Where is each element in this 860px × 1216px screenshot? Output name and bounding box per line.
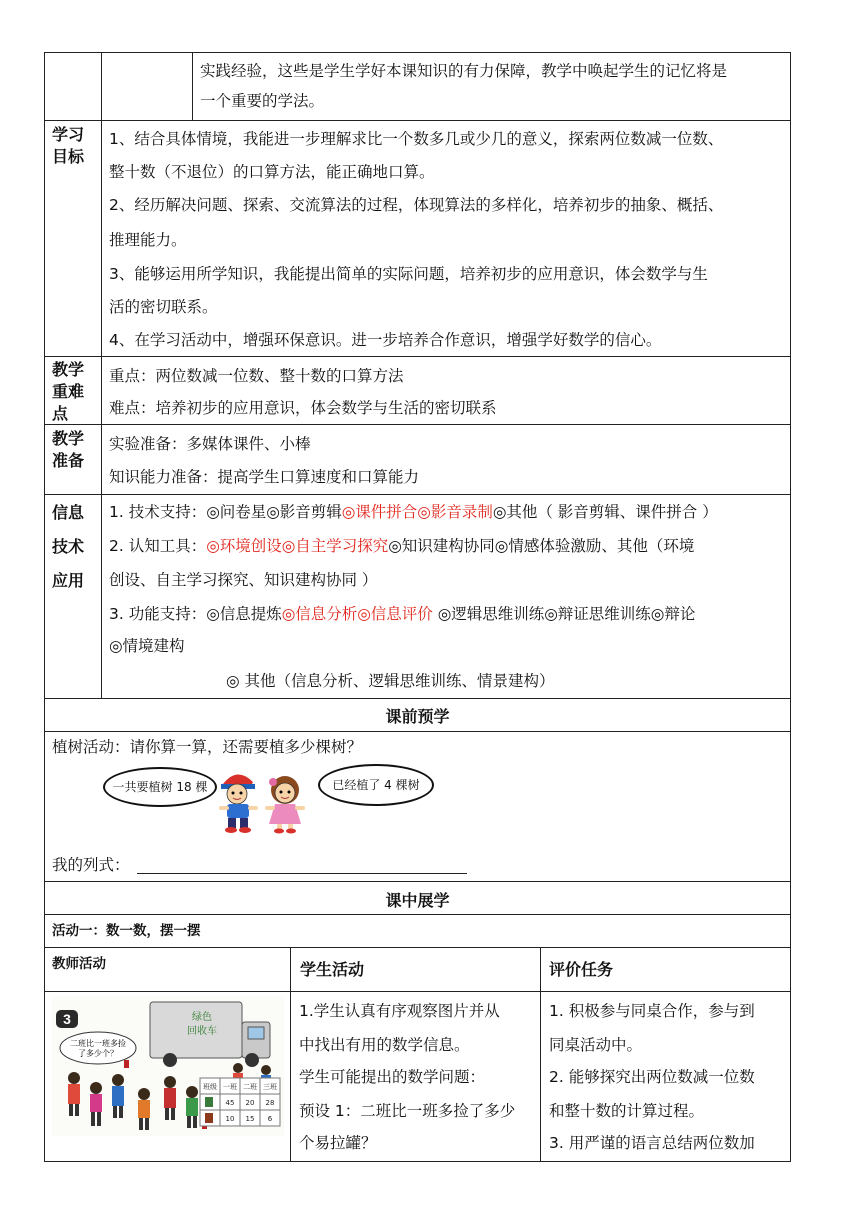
tech-support-text: 1. 技术支持：◎问卷星◎影音剪辑 — [109, 503, 342, 521]
bubble-right-text: 已经植了 4 棵树 — [332, 778, 420, 792]
picture-table-cell: 10 — [225, 1115, 235, 1123]
speech-bubble-right — [318, 764, 434, 806]
preview-prompt: 植树活动：请你算一算，还需要植多少棵树？ — [52, 738, 363, 756]
infotech-label-2: 技术 — [52, 537, 85, 556]
infotech-label-3: 应用 — [52, 571, 85, 590]
goal-line: 4、在学习活动中，增强环保意识。进一步培养合作意识，增强学好数学的信心。 — [109, 331, 662, 349]
eval-line: 和整十数的计算过程。 — [549, 1102, 705, 1120]
tech-support-highlight: ◎课件拼合◎影音录制 — [341, 503, 493, 521]
function-support-cont: ◎情境建构 — [109, 637, 185, 655]
picture-table-head: 一班 — [223, 1083, 237, 1091]
truck-label-2: 回收车 — [187, 1026, 217, 1037]
cognitive-tools-line — [109, 531, 694, 561]
tech-support-other: ◎其他（ 影音剪辑、课件拼合 ） — [492, 503, 718, 521]
picture-speech-1: 二班比一班多捡 — [70, 1039, 126, 1048]
cognitive-tools-cont: 创设、自主学习探究、知识建构协同 ） — [109, 571, 378, 589]
col-eval-header: 评价任务 — [549, 960, 614, 979]
picture-table-head: 班级 — [203, 1083, 217, 1091]
inclass-header: 课中展学 — [385, 891, 450, 910]
cognitive-tools-text: 2. 认知工具： — [109, 537, 207, 555]
eval-line: 1. 积极参与同桌合作，参与到 — [549, 1002, 755, 1020]
function-support-highlight: ◎信息分析◎信息评价 — [281, 605, 433, 623]
function-other: ◎ 其他（信息分析、逻辑思维训练、情景建构） — [226, 672, 555, 690]
cognitive-tools-highlight: ◎环境创设◎自主学习探究 — [206, 537, 389, 555]
goal-line: 2、经历解决问题、探索、交流算法的过程，体现算法的多样化，培养初步的抽象、概括、 — [109, 196, 724, 214]
activity-title: 活动一：数一数，摆一摆 — [52, 923, 201, 939]
prep-experiment: 实验准备：多媒体课件、小棒 — [109, 435, 311, 453]
function-support-other: ◎逻辑思维训练◎辩证思维训练◎辩论 — [432, 605, 696, 623]
picture-table-cell: 28 — [265, 1099, 275, 1107]
picture-table-cell: 20 — [245, 1099, 255, 1107]
col-teacher-header: 教师活动 — [52, 956, 106, 972]
student-line: 预设 1：二班比一班多捡了多少 — [299, 1102, 516, 1120]
infotech-label-1: 信息 — [52, 503, 85, 522]
student-line: 中找出有用的数学信息。 — [299, 1036, 470, 1054]
goal-line: 3、能够运用所学知识，我能提出简单的实际问题，培养初步的应用意识，体会数学与生 — [109, 265, 708, 283]
picture-table-cell: 15 — [245, 1115, 255, 1123]
col-student-header: 学生活动 — [300, 960, 365, 979]
difficulty-label-1: 教学 — [52, 360, 85, 379]
difficulty-label-3: 点 — [52, 404, 69, 423]
picture-badge: 3 — [63, 1011, 71, 1027]
cognitive-tools-other: ◎知识建构协同◎情感体验激励、其他（环境 — [388, 537, 695, 555]
prep-knowledge: 知识能力准备：提高学生口算速度和口算能力 — [109, 468, 420, 486]
recycling-scene-image — [52, 996, 284, 1136]
preview-header: 课前预学 — [385, 707, 450, 726]
student-line: 1.学生认真有序观察图片并从 — [299, 1002, 500, 1020]
difficulty-label-2: 重难 — [52, 382, 85, 401]
goals-label-1: 学习 — [52, 125, 85, 144]
student-line: 学生可能提出的数学问题： — [299, 1068, 486, 1086]
student-line: 个易拉罐？ — [299, 1134, 377, 1152]
prep-label-1: 教学 — [52, 429, 85, 448]
eval-line: 2. 能够探究出两位数减一位数 — [549, 1068, 755, 1086]
top-row-line1: 实践经验，这些是学生学好本课知识的有力保障，教学中唤起学生的记忆将是 — [200, 62, 728, 80]
goals-label-2: 目标 — [52, 147, 85, 166]
goal-line: 活的密切联系。 — [109, 298, 218, 316]
goal-line: 整十数（不退位）的口算方法，能正确地口算。 — [109, 163, 435, 181]
key-point: 重点：两位数减一位数、整十数的口算方法 — [109, 367, 404, 385]
children-illustration — [215, 764, 320, 836]
truck-label-1: 绿色 — [192, 1012, 212, 1023]
bubble-left-text: 一共要植树 18 棵 — [112, 780, 208, 794]
eval-line: 3. 用严谨的语言总结两位数加 — [549, 1134, 755, 1152]
formula-answer-line[interactable] — [137, 873, 467, 874]
eval-line: 同桌活动中。 — [549, 1036, 643, 1054]
top-row-line2: 一个重要的学法。 — [200, 92, 325, 110]
function-support-text: 3. 功能支持：◎信息提炼 — [109, 605, 282, 623]
prep-label-2: 准备 — [52, 451, 85, 470]
goal-line: 1、结合具体情境，我能进一步理解求比一个数多几或少几的意义，探索两位数减一位数、 — [109, 130, 724, 148]
function-support-line — [109, 599, 695, 629]
goal-line: 推理能力。 — [109, 231, 187, 249]
picture-table-cell: 45 — [225, 1099, 235, 1107]
formula-label: 我的列式： — [52, 856, 130, 874]
picture-speech-2: 了多少个？ — [78, 1049, 118, 1058]
picture-table-head: 二班 — [243, 1083, 257, 1091]
picture-table-cell: 6 — [267, 1115, 273, 1123]
tech-support-line — [109, 497, 718, 527]
difficult-point: 难点：培养初步的应用意识，体会数学与生活的密切联系 — [109, 399, 497, 417]
picture-table-head: 三班 — [263, 1083, 277, 1091]
speech-bubble-left — [103, 767, 217, 807]
